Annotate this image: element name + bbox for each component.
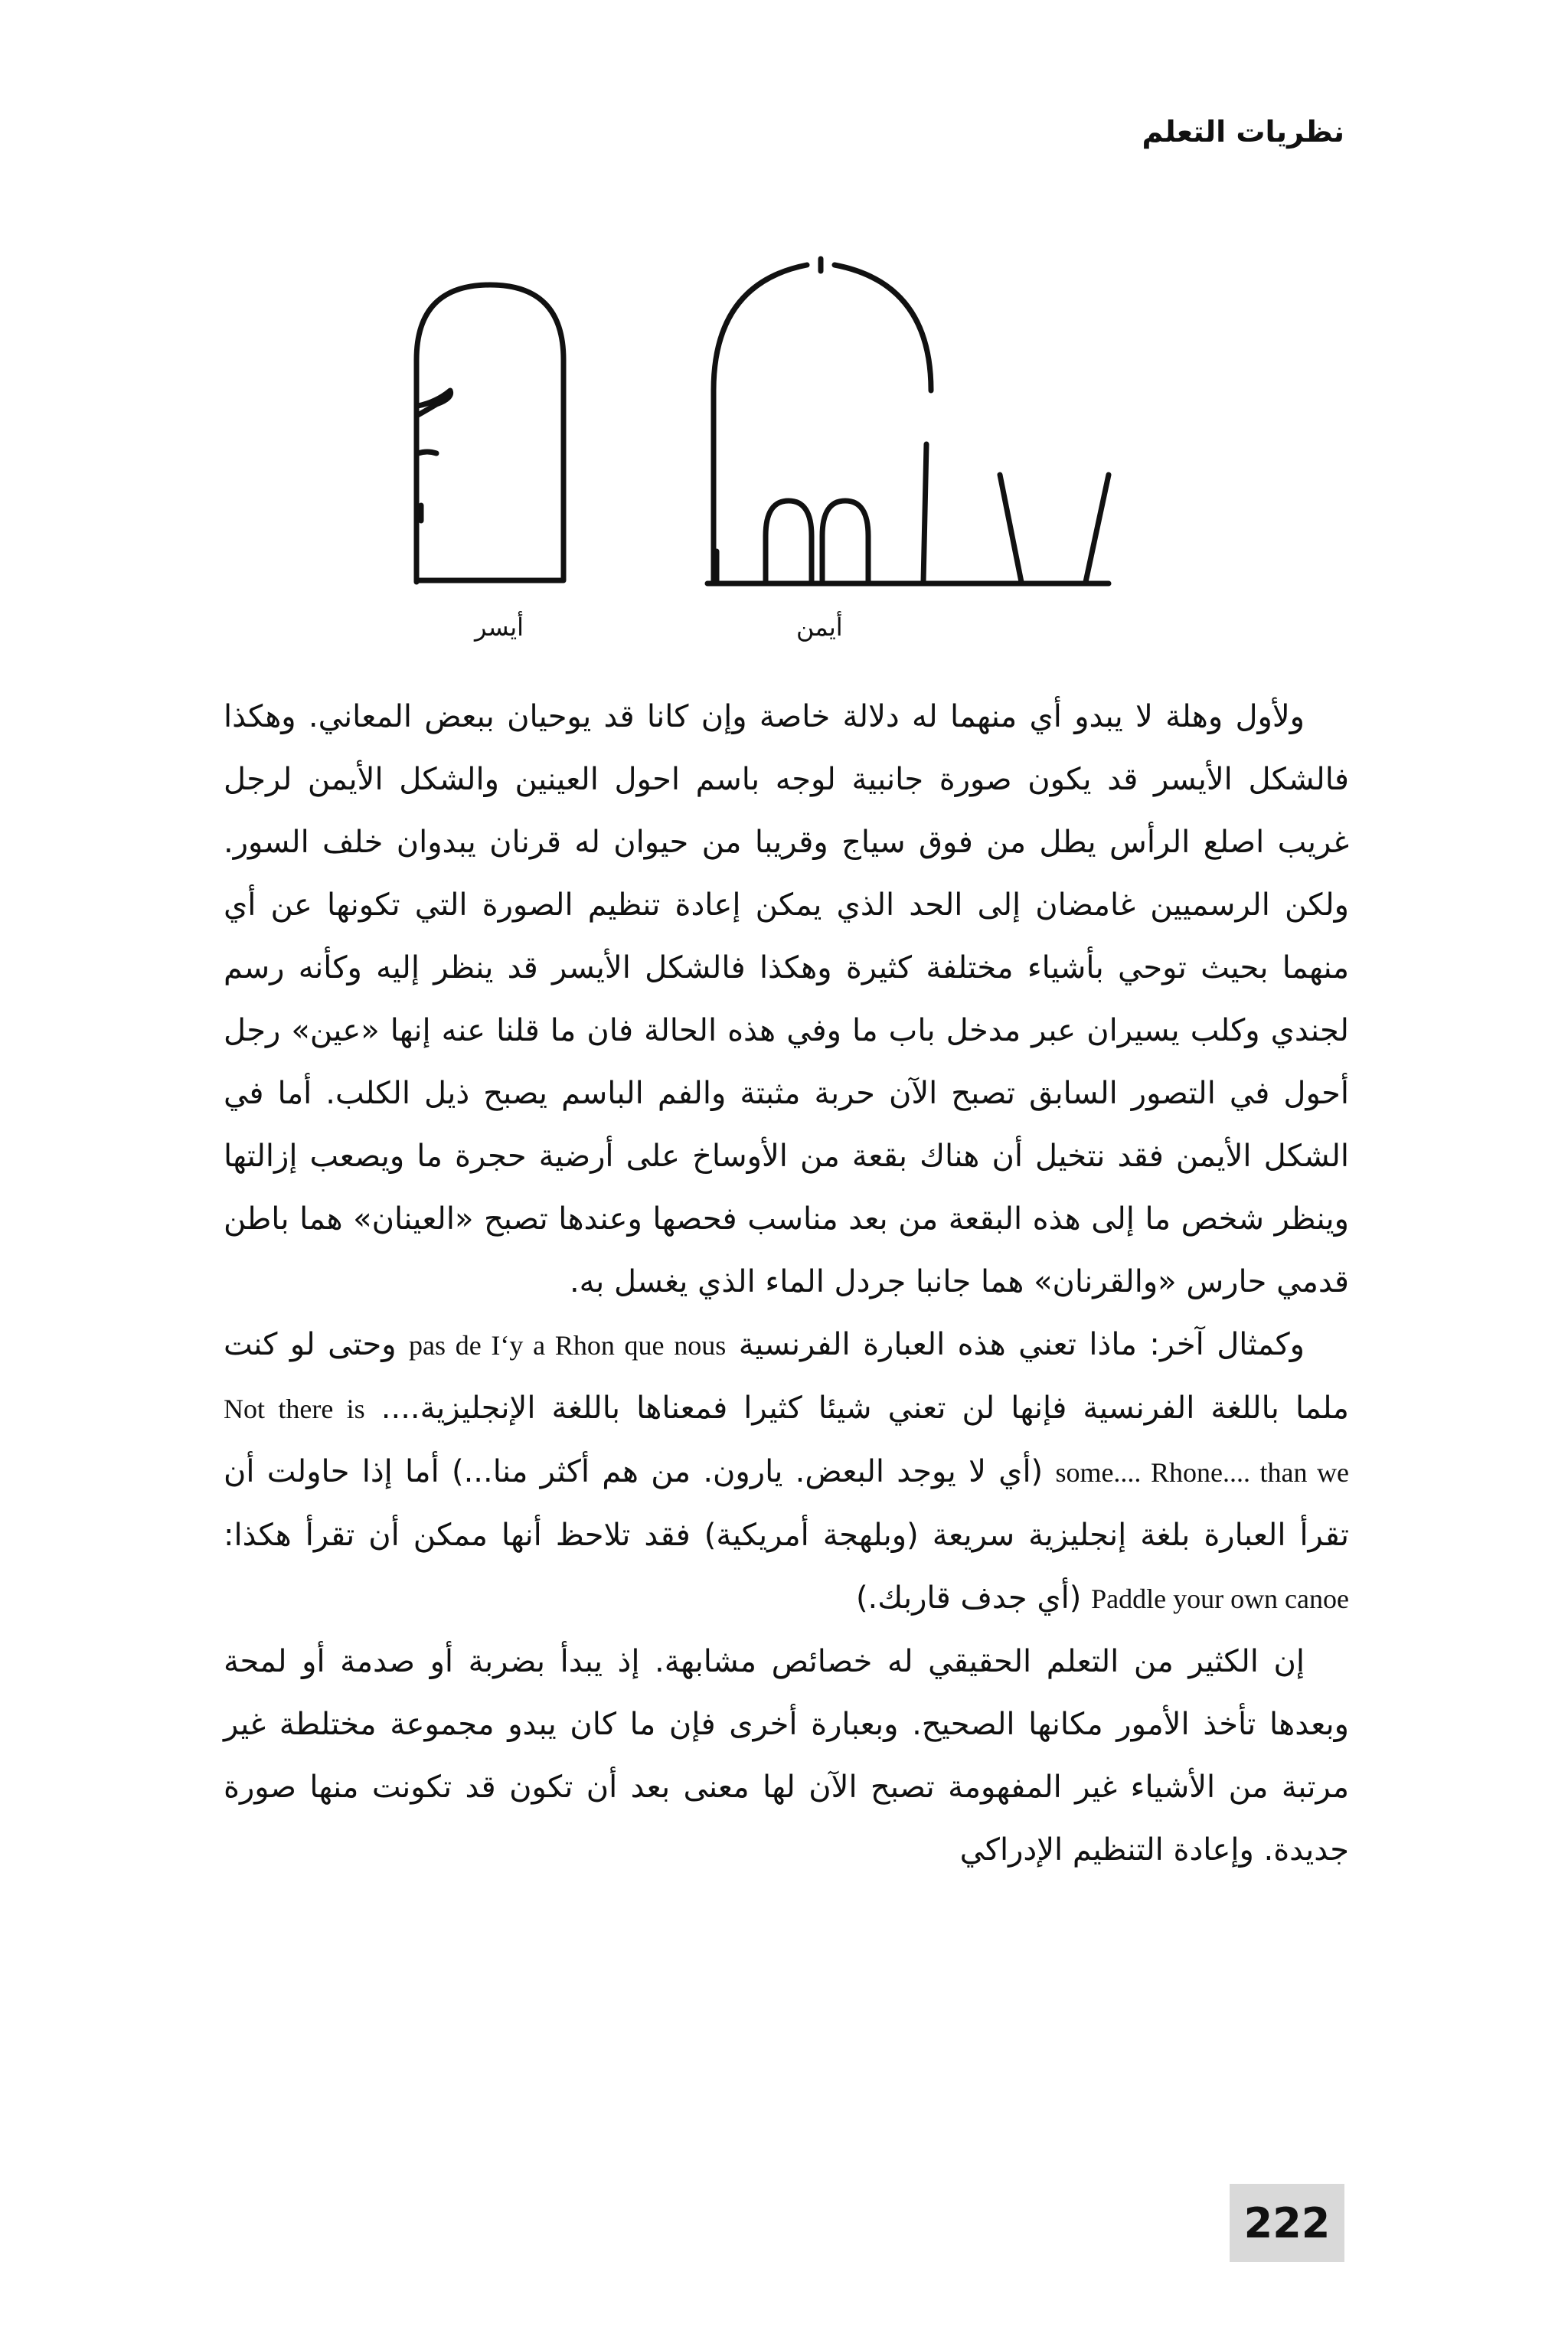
right-figure-horn-left: [1000, 475, 1021, 582]
left-figure-mouth: [418, 452, 436, 453]
english-phrase: Paddle your own canoe: [1091, 1584, 1349, 1614]
right-figure-left-outline: [714, 265, 807, 583]
body-text: [224, 685, 1349, 1881]
right-figure-arch-1: [766, 501, 812, 582]
right-figure-right-outline: [835, 265, 931, 391]
ambiguous-figures-svg: [383, 253, 1164, 613]
paragraph-2-part-c: (أي لا يوجد البعض. يارون. من هم أكثر منا...) أما إذا حاولت أن تقرأ العبارة بلغة إنجليزية سريعة (وبلهجة أمريكية) فقد تلاحظ أنها ممكن أن تقرأ هكذا:: [224, 1454, 1349, 1553]
paragraph-1: ولأول وهلة لا يبدو أي منهما له دلالة خاصة وإن كانا قد يوحيان ببعض المعاني. وهكذا فالشكل الأيسر قد يكون صورة جانبية لوجه باسم احول العينين والشكل الأيمن لرجل غريب اصلع الرأس يطل من فوق سياج وقريبا من حيوان له قرنان يبدوان خلف السور. ولكن الرسميين غامضان إلى الحد الذي يمكن إعادة تنظيم الصورة التي تكونها عن أي منهما بحيث توحي بأشياء مختلفة كثيرة وهكذا فالشكل الأيسر قد ينظر إليه وكأنه رسم لجندي وكلب يسيران عبر مدخل باب ما وفي هذه الحالة فان ما قلنا عنه إنها «عين» رجل أحول في التصور السابق تصبح الآن حربة مثبتة والفم الباسم يصبح ذيل الكلب. أما في الشكل الأيمن فقد نتخيل أن هناك بقعة من الأوساخ على أرضية حجرة ما ويصعب إزالتها وينظر شخص ما إلى هذه البقعة من بعد مناسب فحصها وعندها تصبح «العينان» هما باطن قدمي حارس «والقرنان» هما جانبا جردل الماء الذي يغسل به.: [224, 699, 1349, 1299]
right-figure-horn-right: [1086, 475, 1109, 582]
left-figure-outline: [416, 285, 564, 582]
ambiguous-figures-illustration: [383, 253, 1164, 613]
page-number-box: [1230, 2184, 1344, 2262]
paragraph-2: [224, 1313, 1349, 1630]
right-figure-arch-2: [822, 501, 868, 582]
figure-label-left: أيسر: [475, 613, 524, 642]
figure-label-right: أيمن: [796, 613, 843, 642]
right-figure-right-wall: [923, 444, 926, 582]
left-figure-eye: [418, 391, 451, 415]
running-title: نظريات التعلم: [1142, 115, 1344, 149]
page-number: 222: [1243, 2198, 1331, 2247]
english-literal-phrase: Not there is some.... Rhone.... than we: [224, 1394, 1350, 1488]
paragraph-2-part-b: وحتى لو كنت ملما باللغة الفرنسية فإنها لن تعني شيئا كثيرا فمعناها باللغة الإنجليزية....: [224, 1327, 1349, 1426]
paragraph-3: إن الكثير من التعلم الحقيقي له خصائص مشابهة. إذ يبدأ بضربة أو صدمة أو لمحة وبعدها تأخذ الأمور مكانها الصحيح. وبعبارة أخرى فإن ما كان يبدو مجموعة مختلطة غير مرتبة من الأشياء غير المفهومة تصبح الآن لها معنى بعد أن تكون قد تكونت منها صورة جديدة. وإعادة التنظيم الإدراكي: [224, 1644, 1349, 1868]
paragraph-2-part-a: وكمثال آخر: ماذا تعني هذه العبارة الفرنسية: [738, 1327, 1305, 1362]
french-phrase: pas de I‘y a Rhon que nous: [409, 1330, 727, 1361]
paragraph-2-part-d: (أي جدف قاربك.): [855, 1580, 1082, 1616]
